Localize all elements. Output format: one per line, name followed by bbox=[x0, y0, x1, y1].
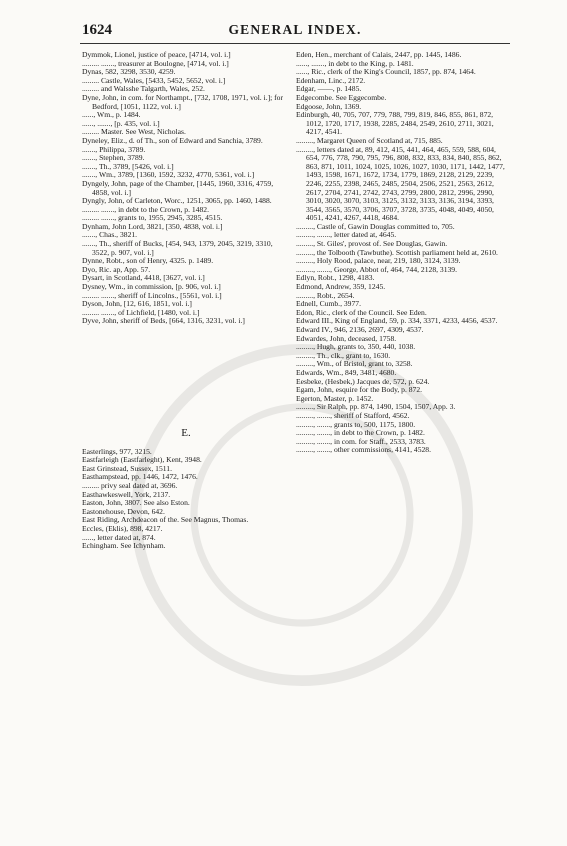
index-entry: ........., ......., other commissions, 4141, 4528. bbox=[296, 445, 431, 455]
index-entry: ......... Master. See West, Nicholas. bbox=[82, 127, 186, 137]
index-entry: ........., Wm., of Bristol, grant to, 3258. bbox=[296, 359, 413, 369]
index-entry: ........., letters dated at, 89, 412, 415, 441, 464, 465, 559, 588, 604, 654, 776, 778, 790, 795, 796, 808, 832, 833, 834, 840, 855, 862, 863, 871, 1011, 1024, 1025, 1026, 1027, 1030, 1171, 1442, 1477, 1493, 1598, 1671, 1672, 1734, 1779, 1869, 2128, 2129, 2239, 2246, 2255, 2398, 2465, 2485, 2504, 2506, 2521, 2563, 2612, 2617, 2704, 2741, 2742, 2743, 2799, 2800, 2812, 2996, 2990, 3010, 3020, 3070, 3103, 3125, 3132, 3133, 3136, 3194, 3393, 3544, 3565, 3570, 3706, 3707, 3728, 3735, 4048, 4049, 4050, 4051, 4241, 4267, 4418, 4684. bbox=[296, 144, 505, 223]
index-entry: Edinburgh, 40, 705, 707, 779, 788, 799, 819, 846, 855, 861, 872, 1012, 1720, 1717, 1938, 2285, 2484, 2549, 2610, 2711, 3021, 4217, 4541. bbox=[296, 110, 494, 137]
index-entry: ........., ......., in com. for Staff., 2533, 3783. bbox=[296, 436, 426, 446]
index-entry: ......, ......., in debt to the King, p. 1481. bbox=[296, 58, 414, 68]
index-column-right bbox=[296, 51, 510, 455]
index-entry: Egam, John, esquire for the Body, p. 872. bbox=[296, 385, 423, 395]
index-entry: Dynas, 582, 3298, 3530, 4259. bbox=[82, 67, 176, 77]
index-entry: Dyo, Ric. ap, App. 57. bbox=[82, 264, 151, 274]
index-entry: ......., Th., sheriff of Bucks, [454, 943, 1379, 2045, 3219, 3310, 3522, p. 907, vol. i.] bbox=[82, 239, 273, 257]
index-entry: Easthawkeswell, York, 2137. bbox=[82, 489, 171, 499]
index-entry: ......., Stephen, 3789. bbox=[82, 153, 145, 163]
index-entry: ......., Wm., 3789, [1360, 1592, 3232, 4770, 5361, vol. i.] bbox=[82, 170, 255, 180]
index-entry: ........., Th., clk., grant to, 1630. bbox=[296, 350, 391, 360]
index-entry: Easton, John, 3807. See also Eston. bbox=[82, 498, 190, 508]
index-entry: Eden, Hen., merchant of Calais, 2447, pp. 1445, 1486. bbox=[296, 50, 462, 59]
index-entry: ......., Philippa, 3789. bbox=[82, 144, 146, 154]
index-entry: Edward IV., 946, 2136, 2697, 4309, 4537. bbox=[296, 325, 424, 334]
header-rule bbox=[80, 43, 510, 44]
index-entry: ......, letter dated at, 874. bbox=[82, 532, 156, 542]
index-entry: Edward III., King of England, 59, p. 334, 3371, 4233, 4456, 4537. bbox=[296, 316, 498, 326]
index-entry: ........., St. Giles', provost of. See Douglas, Gawin. bbox=[296, 239, 448, 249]
index-entry: East Riding, Archdeacon of the. See Magnus, Thomas. bbox=[82, 515, 249, 525]
index-entry: ........., ......., letter dated at, 4645. bbox=[296, 230, 397, 240]
index-entry: ......... ......., of Lichfield, [1480, vol. i.] bbox=[82, 307, 200, 317]
index-entry: Eastfarleigh (Eastfarleght), Kent, 3948. bbox=[82, 455, 202, 465]
index-entry: ......... privy seal dated at, 3696. bbox=[82, 480, 178, 490]
index-entry: Dynne, Robt., son of Henry, 4325. p. 1489. bbox=[82, 256, 214, 266]
index-entry: Easthampstead, pp. 1446, 1472, 1476. bbox=[82, 472, 198, 482]
index-entry: ......., Chas., 3821. bbox=[82, 230, 138, 240]
index-entry: Dymmok, Lionel, justice of peace, [4714, vol. i.] bbox=[82, 50, 231, 59]
index-entry: Dysney, Wm., in commission, [p. 906, vol. i.] bbox=[82, 282, 221, 292]
index-entry: ........., Sir Ralph, pp. 874, 1490, 1504, 1507, App. 3. bbox=[296, 402, 456, 412]
index-entry: ......., Th., 3789, [5426, vol. i.] bbox=[82, 161, 174, 171]
running-title: GENERAL INDEX. bbox=[228, 22, 362, 37]
index-entry: ........., ......., sheriff of Stafford, 4562. bbox=[296, 410, 410, 420]
index-entry: Edenham, Linc., 2172. bbox=[296, 75, 366, 85]
index-entry: ......... ......., in debt to the Crown, p. 1482. bbox=[82, 204, 209, 214]
index-entry: ........., Holy Rood, palace, near, 219, 180, 3124, 3139. bbox=[296, 256, 461, 266]
index-entry: ........., Robt., 2654. bbox=[296, 290, 355, 300]
index-entry: Egerton, Master, p. 1452. bbox=[296, 393, 374, 403]
index-entry: Eastonehouse, Devon, 642. bbox=[82, 506, 165, 516]
index-entry: Edlyn, Robt., 1298, 4183. bbox=[296, 273, 375, 283]
index-entry: Dyson, John, [12, 616, 1851, vol. i.] bbox=[82, 299, 192, 309]
index-entry: ........., ......., grants to, 500, 1175, 1800. bbox=[296, 419, 416, 429]
index-entry: Eccles, (Eklis), 898, 4217. bbox=[82, 523, 163, 533]
index-entry: Edwards, Wm., 849, 3481, 4680. bbox=[296, 367, 397, 377]
index-entry: Dyve, John, sheriff of Beds, [664, 1316, 3231, vol. i.] bbox=[82, 316, 245, 326]
index-entry: ........., Castle of, Gawin Douglas committed to, 705. bbox=[296, 221, 455, 231]
index-entry: Edgar, ——, p. 1485. bbox=[296, 84, 362, 94]
index-entry: Dyne, John, in com. for Northampt., [732, 1708, 1971, vol. i.]; for Bedford, [1051, 1122, vol. i.] bbox=[82, 92, 283, 111]
index-entry: ......, Wm., p. 1484. bbox=[82, 110, 141, 120]
index-entry: ........., ......., George, Abbot of, 464, 744, 2128, 3139. bbox=[296, 264, 458, 274]
index-entry: ........., Margaret Queen of Scotland at, 715, 885. bbox=[296, 135, 443, 145]
index-entry: ......... ......., treasurer at Boulogne, [4714, vol. i.] bbox=[82, 58, 229, 68]
index-entry: ......... ......., grants to, 1955, 2945, 3285, 4515. bbox=[82, 213, 223, 223]
index-entry: Echingham. See Ichynham. bbox=[82, 541, 166, 551]
index-entry: ........., Hugh, grants to, 350, 440, 1038. bbox=[296, 342, 416, 352]
index-entry: ........., the Tolbooth (Tawbuthe). Scottish parliament held at, 2610. bbox=[296, 247, 498, 257]
d-entries-list bbox=[82, 51, 290, 326]
index-entry: ........., ......., in debt to the Crown, p. 1482. bbox=[296, 428, 425, 438]
section-letter-e: E. bbox=[181, 427, 191, 439]
index-entry: Edgoose, John, 1369. bbox=[296, 101, 362, 111]
index-entry: Dyngely, John, page of the Chamber, [1445, 1960, 3316, 4759, 4858, vol. i.] bbox=[82, 178, 274, 197]
index-entry: Ednell, Cumb., 3977. bbox=[296, 299, 361, 309]
index-entry: ......... Castle, Wales, [5433, 5452, 5652, vol. i.] bbox=[82, 75, 226, 85]
index-entry: ......... ......., sheriff of Lincolns., [5561, vol. i.] bbox=[82, 290, 222, 300]
index-entry: Eesbeke, (Hesbek,) Jacques de, 572, p. 624. bbox=[296, 376, 430, 386]
index-entry: East Grinstead, Sussex, 1511. bbox=[82, 463, 172, 473]
index-entry: ......... and Walsshe Talgarth, Wales, 252. bbox=[82, 84, 205, 94]
e-entries-list bbox=[82, 448, 290, 551]
page-header bbox=[82, 22, 508, 44]
index-entry: Dyngly, John, of Carleton, Worc., 1251, 3065, pp. 1460, 1488. bbox=[82, 196, 272, 206]
index-entry: Edwardes, John, deceased, 1758. bbox=[296, 333, 397, 343]
index-entry: Dyneley, Eliz., d. of Th., son of Edward and Sanchia, 3789. bbox=[82, 135, 263, 145]
page-number: 1624 bbox=[82, 22, 112, 38]
index-column-left bbox=[82, 51, 290, 551]
index-entry: Edgecombe. See Eggecombe. bbox=[296, 92, 387, 102]
index-entry: ......, Ric., clerk of the King's Council, 1857, pp. 874, 1464. bbox=[296, 67, 476, 77]
index-entry: Dynham, John Lord, 3821, [350, 4838, vol. i.] bbox=[82, 221, 223, 231]
e-entries-list bbox=[296, 51, 510, 455]
index-entry: Dysart, in Scotland, 4418, [3627, vol. i.] bbox=[82, 273, 205, 283]
index-entry: Edmond, Andrew, 359, 1245. bbox=[296, 282, 386, 292]
index-entry: Edon, Ric., clerk of the Council. See Eden. bbox=[296, 307, 427, 317]
index-entry: Easterlings, 977, 3215. bbox=[82, 446, 152, 456]
index-entry: ......, ......., [p. 435, vol. i.] bbox=[82, 118, 160, 128]
